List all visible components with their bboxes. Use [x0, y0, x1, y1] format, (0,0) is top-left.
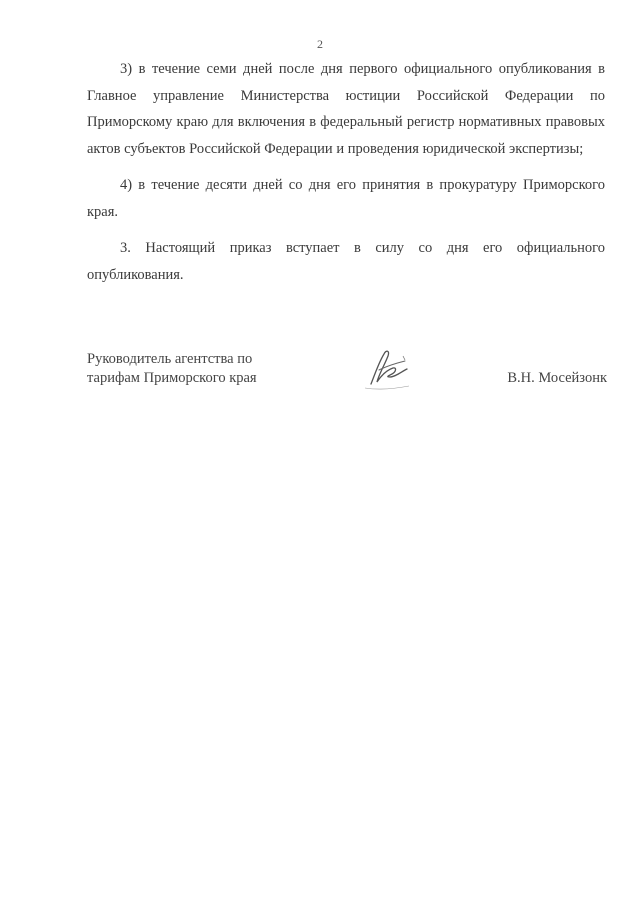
signer-name: В.Н. Мосейзонк — [507, 370, 607, 386]
signer-position — [87, 350, 287, 388]
paragraph-item-3: 3) в течение семи дней после дня первого официального опубликования в Главное управление Министерства юстиции Российской Федерации по Приморскому краю для включения в федеральный регистр нормативных правовых актов субъектов Российской Федерации и проведения юридической экспертизы; — [87, 61, 605, 157]
paragraph-clause-3: 3. Настоящий приказ вступает в силу со дня его официального опубликования. — [87, 240, 605, 283]
page-number: 2 — [317, 37, 323, 51]
signature-block — [87, 350, 607, 410]
handwritten-signature-icon — [357, 344, 427, 394]
signer-position-line-2: тарифам Приморского края — [87, 370, 257, 386]
document-body — [87, 56, 605, 298]
paragraph-item-4: 4) в течение десяти дней со дня его принятия в прокуратуру Приморского края. — [87, 177, 605, 220]
signer-position-line-1: Руководитель агентства по — [87, 351, 253, 367]
